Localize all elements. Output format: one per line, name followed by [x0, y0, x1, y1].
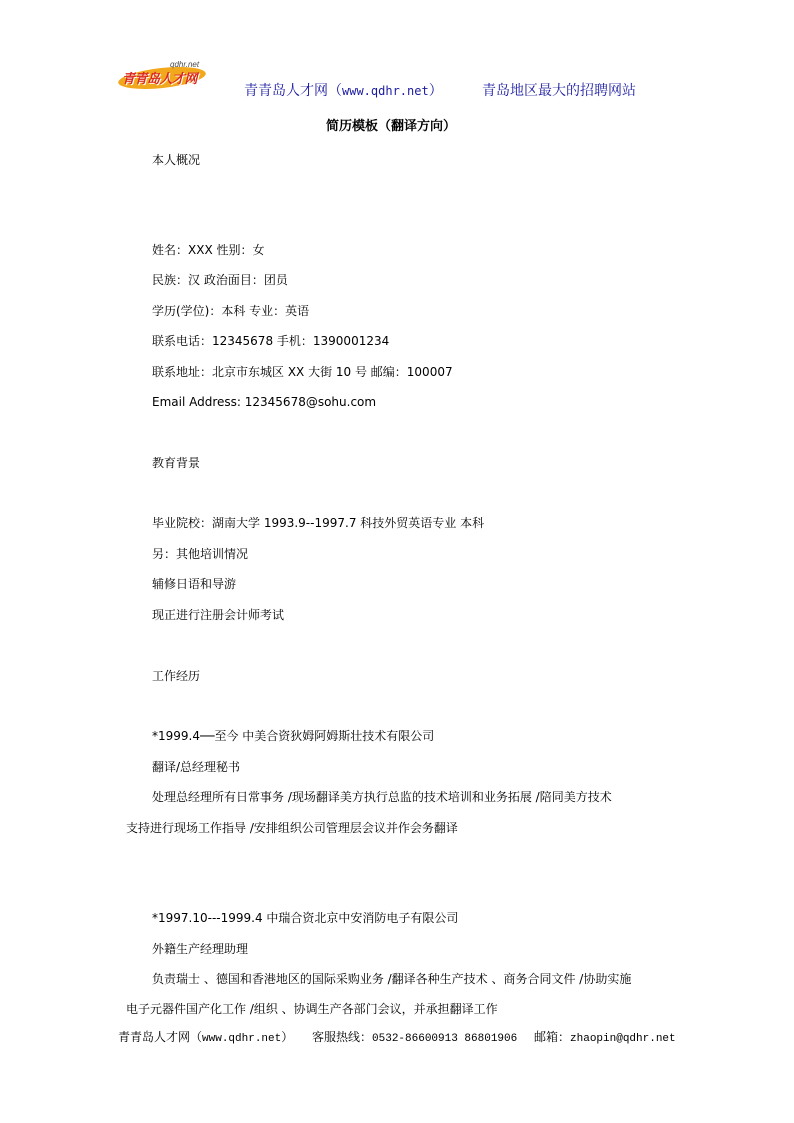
section-heading-education: 教育背景	[152, 456, 201, 470]
education-line: 毕业院校：湖南大学 1993.9--1997.7 科技外贸英语专业 本科	[152, 516, 485, 530]
job-description: 负责瑞士 、德国和香港地区的国际采购业务 /翻译各种生产技术 、商务合同文件 /协助实施	[152, 972, 632, 986]
header-site-close: ）	[428, 83, 443, 99]
footer-site-name: 青青岛人才网（	[118, 1030, 203, 1044]
overview-line: 联系电话：12345678 手机：1390001234	[152, 334, 390, 348]
overview-line: 联系地址：北京市东城区 XX 大街 10 号 邮编：100007	[152, 365, 453, 379]
footer-hotline	[312, 1028, 517, 1045]
footer-site-close: ）	[281, 1030, 294, 1044]
overview-line: 姓名：XXX 性别：女	[152, 243, 265, 257]
job-role: 外籍生产经理助理	[152, 942, 249, 956]
section-heading-work: 工作经历	[152, 669, 201, 683]
job-role: 翻译/总经理秘书	[152, 760, 241, 774]
overview-email: Email Address: 12345678@sohu.com	[152, 395, 377, 409]
section-heading-overview: 本人概况	[152, 153, 201, 167]
education-line: 现正进行注册会计师考试	[152, 608, 285, 622]
footer-hotline-label: 客服热线：	[312, 1030, 373, 1044]
footer-hotline-number: 0532-86600913 86801906	[372, 1033, 518, 1045]
job-period: *1999.4──至今 中美合资狄姆阿姆斯壮技术有限公司	[152, 729, 435, 743]
footer-email-address[interactable]: zhaopin@qdhr.net	[570, 1033, 676, 1045]
header-site-name: 青青岛人才网（	[244, 83, 342, 99]
job-period: *1997.10---1999.4 中瑞合资北京中安消防电子有限公司	[152, 911, 459, 925]
footer-site-url[interactable]: www.qdhr.net	[202, 1033, 282, 1045]
header-site-link[interactable]	[244, 80, 443, 100]
job-description: 支持进行现场工作指导 /安排组织公司管理层会议并作会务翻译	[126, 821, 458, 835]
page-title: 简历模板（翻译方向）	[326, 119, 457, 134]
header-site-url[interactable]: www.qdhr.net	[342, 84, 429, 98]
footer	[118, 1028, 293, 1045]
job-description: 处理总经理所有日常事务 /现场翻译美方执行总监的技术培训和业务拓展 /陪同美方技术	[152, 790, 612, 804]
footer-email	[534, 1028, 676, 1045]
job-description: 电子元器件国产化工作 /组织 、协调生产各部门会议，并承担翻译工作	[126, 1002, 498, 1016]
overview-line: 学历(学位)：本科 专业：英语	[152, 304, 310, 318]
overview-line: 民族：汉 政治面目：团员	[152, 273, 288, 287]
education-line: 辅修日语和导游	[152, 577, 237, 591]
site-logo[interactable]	[118, 60, 208, 94]
header-slogan[interactable]: 青岛地区最大的招聘网站	[482, 83, 636, 99]
education-line: 另：其他培训情况	[152, 547, 249, 561]
footer-email-label: 邮箱：	[534, 1030, 571, 1044]
logo-domain: qdhr.net	[170, 60, 200, 69]
logo-text: 青青岛人才网	[122, 72, 198, 87]
